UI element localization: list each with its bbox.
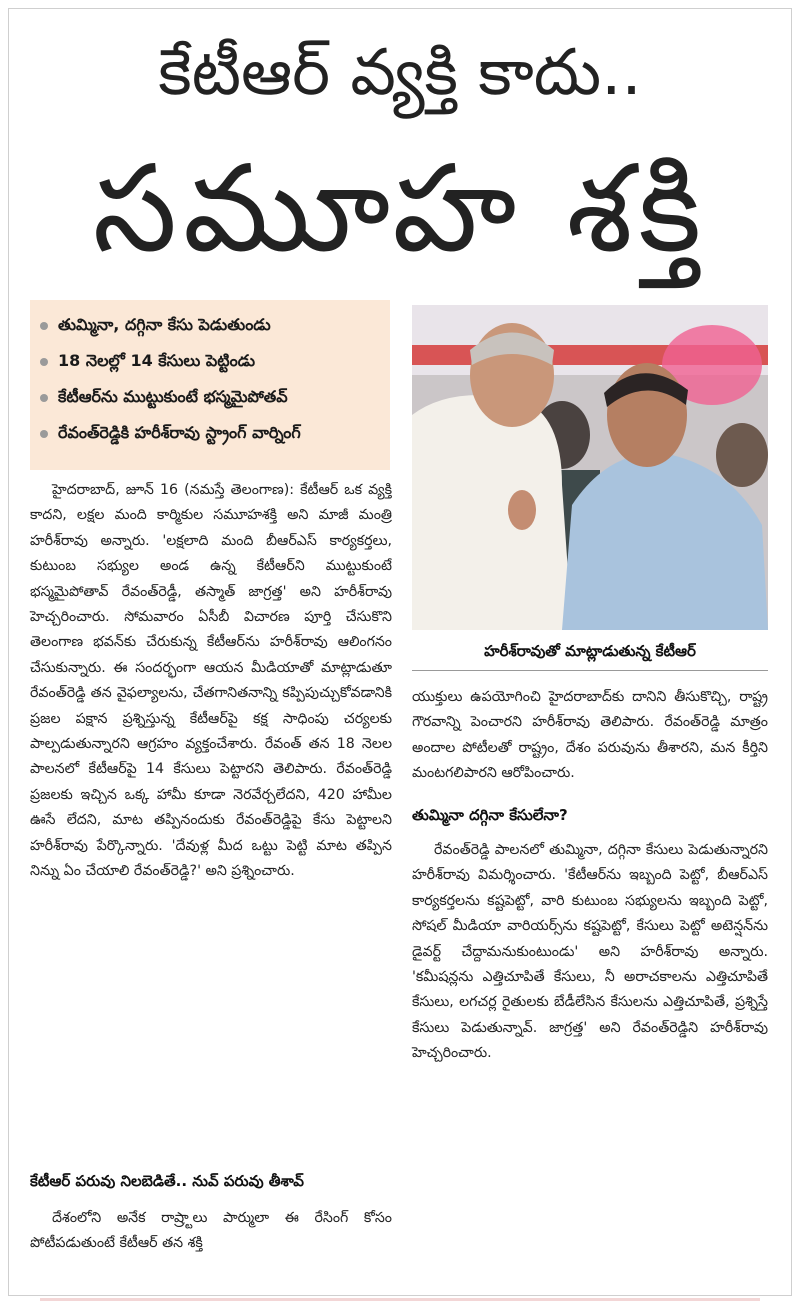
article-paragraph: హైదరాబాద్, జూన్ 16 (నమస్తే తెలంగాణ): కేటీఆర్ ఒక వ్యక్తి కాదని, లక్షల మంది కార్మికుల సమూహశక్తి అని మాజీ మంత్రి హరీశ్‌రావు అన్నారు. 'లక్షలాది మంది బీఆర్‌ఎస్ కార్యకర్తలు, కుటుంబ సభ్యుల అండ ఉన్న కేటీఆర్‌ని ముట్టుకుంటే భస్మమైపోతావ్ రేవంత్‌రెడ్డీ, తస్మాత్ జాగ్రత్త' అని హరీశ్‌రావు హెచ్చరించారు. సోమవారం ఏసీబీ విచారణ పూర్తి చేసుకొని తెలంగాణ భవన్‌కు చేరుకున్న కేటీఆర్‌ను హరీశ్‌రావు ఆలింగనం చేసుకున్నారు. ఈ సందర్భంగా ఆయన మీడియాతో మాట్లాడుతూ రేవంత్‌రెడ్డి తన వైఫల్యాలను, చేతగానితనాన్ని కప్పిపుచ్చుకోవడానికి ప్రజల పక్షాన ప్రశ్నిస్తున్న కేటీఆర్‌పై కక్ష సాధింపు చర్యలకు పాల్పడుతున్నారని ఆగ్రహం వ్యక్తంచేశారు. రేవంత్ తన 18 నెలల పాలనలో కేటీఆర్‌పై 14 కేసులు పెట్టారని తెలిపారు. రేవంత్‌రెడ్డి ప్రజలకు ఇచ్చిన ఒక్క హామీ కూడా నెరవేర్చలేదని, 420 హామీల ఊసే లేదని, మాట తప్పినందుకు రేవంత్‌రెడ్డిపై కేసు పెట్టాలని హరీశ్‌రావు పేర్కొన్నారు. 'దేవుళ్ల మీద ఒట్టు పెట్టి మాట తప్పిన నిన్ను ఏం చేయాలి రేవంత్‌రెడ్డి?' అని ప్రశ్నించారు. xyxy=(30,482,392,880)
highlight-item xyxy=(30,308,390,344)
article-left-continuation xyxy=(30,1206,392,1257)
article-paragraph: దేశంలోని అనేక రాష్ర్టాలు పార్ములా ఈ రేసింగ్ కోసం పోటీపడుతుంటే కేటీఆర్ తన శక్తి xyxy=(30,1210,392,1252)
article-right-column xyxy=(412,685,768,1067)
article-paragraph: రేవంత్‌రెడ్డి పాలనలో తుమ్మినా, దగ్గినా కేసులు పెడుతున్నారని హరీశ్‌రావు విమర్శించారు. 'కేటీఆర్‌ను ఇబ్బంది పెట్టో, బీఆర్‌ఎస్ కార్యకర్తలను కష్టపెట్టో, వారి కుటుంబ సభ్యులను ఇబ్బంది పెట్టో, సోషల్ మీడియా వారియర్స్‌ను కష్టపెట్టో, కేసులు పెట్టో అటెన్షన్‌ను డైవర్ట్ చేద్దామనుకుంటుండు' అని హరీశ్‌రావు అన్నారు. 'కమీషన్లను ఎత్తిచూపితే కేసులు, నీ అరాచకాలను ఎత్తిచూపితే కేసులు, లగచర్ల రైతులకు బేడీలేసిన కేసులను ఎత్తిచూపితే, ప్రశ్నిస్తే కేసులు పెడుతున్నావ్. జాగ్రత్త' అని రేవంత్‌రెడ్డిని హరీశ్‌రావు హెచ్చరించారు. xyxy=(412,842,768,1062)
highlight-text: 18 నెలల్లో 14 కేసులు పెట్టిండు xyxy=(58,350,256,370)
highlight-item xyxy=(30,416,390,452)
bullet-dot-icon xyxy=(40,394,48,402)
photo-caption: హరీశ్‌రావుతో మాట్లాడుతున్న కేటీఆర్ xyxy=(412,632,768,671)
article-paragraph: యుక్తులు ఉపయోగించి హైదరాబాద్‌కు దానిని తీసుకొచ్చి, రాష్ట్ర గౌరవాన్ని పెంచారని హరీశ్‌రావు తెలిపారు. రేవంత్‌రెడ్డి మాత్రం అందాల పోటీలతో రాష్ట్రం, దేశం పరువును తీశారని, మన కీర్తిని మంటగలిపారని ఆరోపించారు. xyxy=(412,689,768,782)
bullet-dot-icon xyxy=(40,430,48,438)
highlight-text: తుమ్మినా, దగ్గినా కేసు పెడుతుండు xyxy=(58,314,271,334)
article-subheading-right: తుమ్మినా దగ్గినా కేసులేనా? xyxy=(412,805,568,824)
photo-illustration xyxy=(412,305,768,630)
headline-line-2: సమూహ శక్తి xyxy=(92,140,708,279)
article-left-column xyxy=(30,478,392,885)
highlights-box xyxy=(30,300,390,470)
news-photo xyxy=(412,305,768,630)
highlight-item xyxy=(30,380,390,416)
highlight-item xyxy=(30,344,390,380)
highlight-text: కేటీఆర్‌ను ముట్టుకుంటే భస్మమైపోతవ్ xyxy=(58,386,288,406)
headline-line-1: కేటీఆర్ వ్యక్తి కాదు.. xyxy=(158,36,642,110)
article-subheading-left: కేటీఆర్ పరువు నిలబెడితే.. నువ్ పరువు తీశావ్ xyxy=(30,1172,304,1190)
bullet-dot-icon xyxy=(40,358,48,366)
highlight-text: రేవంత్‌రెడ్డికి హరీశ్‌రావు స్ట్రాంగ్ వార్నింగ్ xyxy=(58,422,301,442)
bottom-divider xyxy=(40,1298,760,1301)
bullet-dot-icon xyxy=(40,322,48,330)
